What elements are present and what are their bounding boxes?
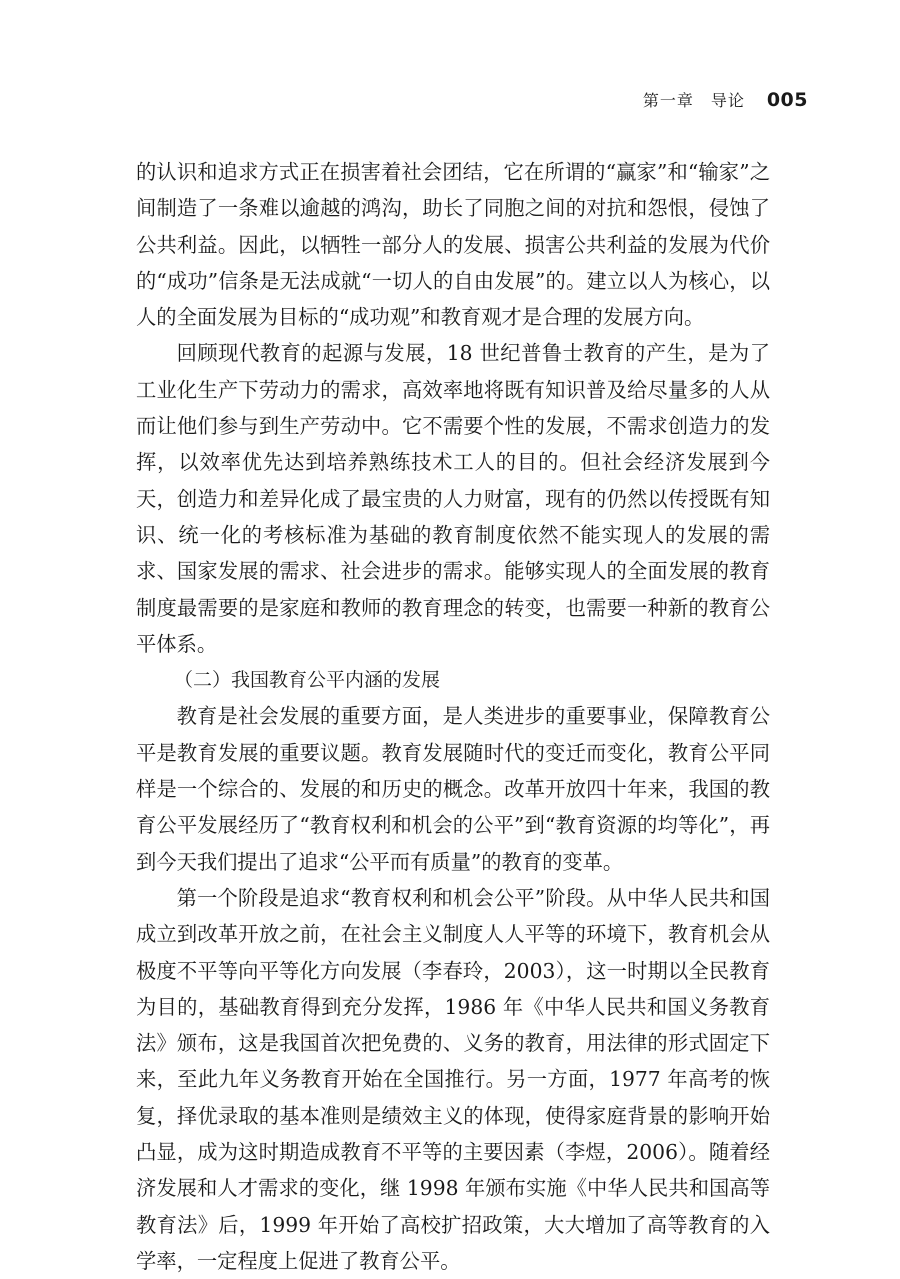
body-text: [136, 154, 770, 1279]
chapter-title: 第一章 导论: [642, 91, 745, 110]
paragraph-continued: 的认识和追求方式正在损害着社会团结，它在所谓的“赢家”和“输家”之间制造了一条难以逾越的鸿沟，助长了同胞之间的对抗和怨恨，侵蚀了公共利益。因此，以牺牲一部分人的发展、损害公共利益的发展为代价的“成功”信条是无法成就“一切人的自由发展”的。建立以人为核心，以人的全面发展为目标的“成功观”和教育观才是合理的发展方向。: [136, 160, 770, 330]
page-number: 005: [766, 89, 808, 111]
section-subheading: （二）我国教育公平内涵的发展: [174, 669, 441, 692]
paragraph-first-stage: 第一个阶段是追求“教育权利和机会公平”阶段。从中华人民共和国成立到改革开放之前，在社会主义制度人人平等的环境下，教育机会从极度不平等向平等化方向发展（李春玲，2003），这一时期以全民教育为目的，基础教育得到充分发挥，1986 年《中华人民共和国义务教育法》颁布，这是我国首次把免费的、义务的教育，用法律的形式固定下来，至此九年义务教育开始在全国推行。另一方面，1977 年高考的恢复，择优录取的基本准则是绩效主义的体现，使得家庭背景的影响开始凸显，成为这时期造成教育不平等的主要因素（李煜，2006）。随着经济发展和人才需求的变化，继 1998 年颁布实施《中华人民共和国高等教育法》后，1999 年开始了高校扩招政策，大大增加了高等教育的入学率，一定程度上促进了教育公平。: [136, 885, 770, 1273]
running-header: [643, 88, 808, 111]
paragraph-modern-education: 回顾现代教育的起源与发展，18 世纪普鲁士教育的产生，是为了工业化生产下劳动力的需求，高效率地将既有知识普及给尽量多的人从而让他们参与到生产劳动中。它不需要个性的发展，不需求创造力的发挥，以效率优先达到培养熟练技术工人的目的。但社会经济发展到今天，创造力和差异化成了最宝贵的人力财富，现有的仍然以传授既有知识、统一化的考核标准为基础的教育制度依然不能实现人的发展的需求、国家发展的需求、社会进步的需求。能够实现人的全面发展的教育制度最需要的是家庭和教师的教育理念的转变，也需要一种新的教育公平体系。: [136, 341, 770, 656]
paragraph-equity-concept: 教育是社会发展的重要方面，是人类进步的重要事业，保障教育公平是教育发展的重要议题。教育发展随时代的变迁而变化，教育公平同样是一个综合的、发展的和历史的概念。改革开放四十年来，我国的教育公平发展经历了“教育权利和机会的公平”到“教育资源的均等化”，再到今天我们提出了追求“公平而有质量”的教育的变革。: [136, 704, 770, 874]
